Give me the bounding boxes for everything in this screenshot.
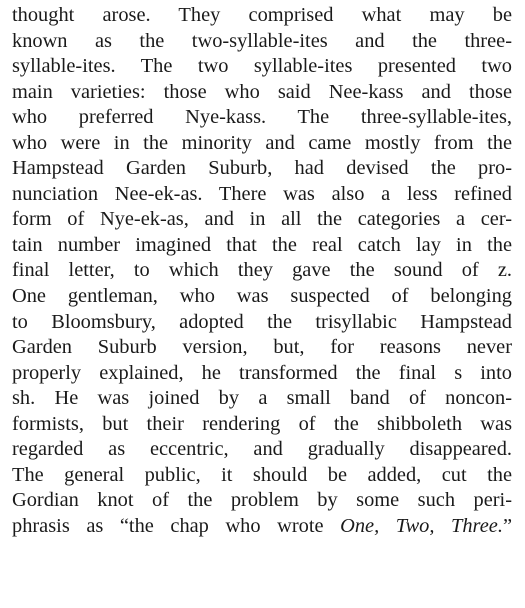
- text-line: to Bloomsbury, adopted the trisyllabic Hampstead: [12, 310, 512, 333]
- italic-title: One, Two, Three.: [340, 514, 503, 537]
- text-line: nunciation Nee-ek-as. There was also a less refined: [12, 182, 512, 205]
- text-line: syllable-ites. The two syllable-ites presented two: [12, 55, 512, 78]
- text-line: form of Nye-ek-as, and in all the categories a cer-: [12, 208, 512, 231]
- text-line: thought arose. They comprised what may be: [12, 4, 512, 26]
- text-line: formists, but their rendering of the shibboleth was: [12, 412, 512, 435]
- text-line: sh. He was joined by a small band of noncon-: [12, 387, 512, 410]
- text-segment: phrasis as “the chap who wrote: [12, 514, 341, 537]
- text-line: final letter, to which they gave the sound of z.: [12, 259, 512, 282]
- text-line: One gentleman, who was suspected of belonging: [12, 285, 512, 308]
- text-line: Hampstead Garden Suburb, had devised the pro-: [12, 157, 512, 180]
- text-segment: ”: [502, 514, 512, 537]
- text-line-last: [12, 514, 512, 540]
- text-line: tain number imagined that the real catch lay in the: [12, 233, 512, 256]
- text-line: properly explained, he transformed the final s into: [12, 361, 512, 384]
- text-line: known as the two-syllable-ites and the three-: [12, 29, 512, 52]
- text-line: who preferred Nye-kass. The three-syllable-ites,: [12, 106, 512, 129]
- document-page: [12, 3, 512, 539]
- text-line: who were in the minority and came mostly from the: [12, 131, 512, 154]
- text-line: regarded as eccentric, and gradually disappeared.: [12, 438, 512, 461]
- text-line: The general public, it should be added, cut the: [12, 463, 512, 486]
- text-line: Gordian knot of the problem by some such peri-: [12, 489, 512, 512]
- text-line: Garden Suburb version, but, for reasons never: [12, 336, 512, 359]
- text-line: main varieties: those who said Nee-kass and those: [12, 80, 512, 103]
